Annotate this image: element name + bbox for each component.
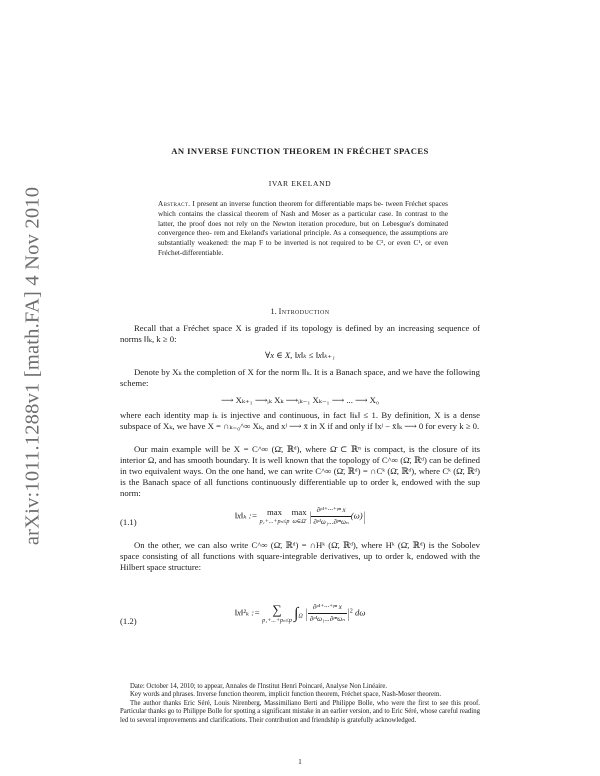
abstract (158, 199, 448, 258)
eq2-lhs: ‖x‖²ₖ := (234, 607, 260, 618)
abstract-line: C², or even C¹, or even Fréchet-differentiable. (158, 238, 448, 257)
abstract-label: Abstract. (158, 199, 191, 208)
abstract-line: Newton iteration procedure, but on Lebesgue's dominated convergence theo- (158, 218, 449, 238)
eq2-sum: ∑ p₁+...+pₙ≤p (262, 601, 292, 624)
para-line: where each identity map iₖ is injective and continuous, in fact ‖iₖ‖ ≤ 1. By (120, 410, 392, 420)
para-line: closure of its interior Ω, and has smooth boundary. It is well known that the (120, 444, 481, 466)
equation-scheme: ⟶ Xₖ₊₁ ⟶ᵢₖ Xₖ ⟶ᵢₖ₋₁ Xₖ₋₁ ⟶ ... ⟶ X₀ (221, 395, 379, 405)
abstract-line: tween Fréchet spaces which contains the classical theorem of Nash and Moser (158, 199, 449, 218)
eq2-measure: dω (354, 607, 366, 618)
equation-1-2: ‖x‖²ₖ := ∑ p₁+...+pₙ≤p $\int_\Omega$ | $\frac{\text{∂ᵖ¹⁺···⁺ᵖⁿ x}}{\text{∂ᵖ¹ω₁...∂ᵖⁿωₙ}}$ $|^2$ dω (234, 601, 366, 624)
para-line: Denote by Xₖ the completion of X for the norm ‖‖ₖ. It is a Banach space, and (134, 367, 401, 377)
para-line: definition, X is a dense subspace of Xₖ, we have X = ∩ₖ₌₀^∞ Xₖ, and xʲ ⟶ x̄ in X (120, 410, 481, 432)
equation-1-1: ‖x‖ₖ := max p₁+...+pₙ≤p max ω∈Ω̄ | $\frac{\text{∂ᵖ¹⁺···⁺ᵖⁿ x}}{\text{∂ᵖ¹ω₁...∂ᵖⁿωₙ}}$ (ω)| (120, 505, 480, 528)
eq2-derivative-fraction: $\frac{\text{∂ᵖ¹⁺···⁺ᵖⁿ x}}{\text{∂ᵖ¹ω₁...∂ᵖⁿωₙ}}$ (309, 603, 346, 624)
para-line: we have the following scheme: (120, 367, 480, 389)
paragraph-main-example (120, 444, 480, 499)
paper-title: AN INVERSE FUNCTION THEOREM IN FRÉCHET SPACES (171, 146, 429, 156)
section-title: Introduction (278, 307, 330, 316)
para-line: topology of C^∞ (Ω̄, ℝᵈ) can be defined in two equivalent ways. On the one hand, (120, 455, 481, 477)
paper-author: IVAR EKELAND (268, 179, 332, 188)
paragraph-sobolev (120, 540, 480, 573)
para-line: all functions continuously differentiable up to order k, endowed with the sup norm: (120, 477, 480, 499)
para-line: sequence of norms ‖‖ₖ, k ≥ 0: (120, 323, 480, 345)
paragraph-graded-spaces (120, 323, 480, 345)
para-line: if and only if ‖xʲ − x̄‖ₖ ⟶ 0 for every k ≥ 0. (327, 421, 480, 432)
arxiv-identifier: arXiv:1011.1288v1 [math.FA] 4 Nov 2010 (21, 186, 44, 546)
para-line: Our main example will be X = C^∞ (Ω̄, ℝᵈ), where Ω̄ ⊂ ℝⁿ is compact, is the (134, 444, 429, 454)
abstract-line: I present an inverse function theorem for differentiable maps be- (192, 199, 384, 208)
eq2-integral: ∫ (294, 604, 299, 622)
para-line: we can write C^∞ (Ω̄, ℝᵈ) = ∩Cᵏ (Ω̄, ℝᵈ), where Cᵏ (Ω̄, ℝᵈ) is the Banach space of (120, 466, 480, 488)
abstract-line: as a particular case. In contrast to the latter, the proof does not rely on the (158, 208, 448, 228)
eq1-max-multiindex: max p₁+...+pₙ≤p (259, 507, 290, 526)
para-line: Recall that a Fréchet space X is graded if its topology is defined by an increasing (134, 323, 435, 333)
abstract-line: are substantially weakened: the map F to be inverted is not required to be (158, 228, 448, 247)
footnote-acknowledgments: The author thanks Eric Séré, Louis Nirenberg, Massimiliano Berti and Philippe Bolle, who were the first to see this proof. Particular thanks go to Philippe Bolle for spotting a significant mistake in an earlier version, and to Eric Séré, whose careful reading led to several improvements and clarifications. Their contribution and friendship is gratefully acknowledged. (120, 699, 480, 724)
footnote-keywords: Key words and phrases. Inverse function theorem, implicit function theorem, Fréchet space, Nash-Moser theorem. (130, 691, 442, 699)
eq2-exponent: 2 (349, 608, 353, 615)
equation-norms: ∀x ∈ X, ‖x‖ₖ ≤ ‖x‖ₖ₊₁ (264, 350, 336, 360)
para-line: is the Sobolev space consisting of all functions with square-integrable derivatives, (120, 540, 481, 562)
section-heading (120, 306, 480, 317)
abstract-line: rem and Ekeland's variational principle. As a consequence, the assumptions (213, 228, 437, 238)
equation-number-1-1: (1.1) (120, 517, 137, 527)
eq1-lhs: ‖x‖ₖ := (234, 510, 258, 521)
section-number: 1. (270, 307, 277, 316)
paragraph-completion (120, 367, 480, 389)
para-line: On the other, we can also write C^∞ (Ω̄, ℝᵈ) = ∩Hᵏ (Ω̄, ℝᵈ), where Hᵏ (Ω̄, ℝᵈ) (134, 540, 426, 550)
equation-number-1-2: (1.2) (120, 616, 137, 626)
arxiv-sidebar (16, 176, 50, 556)
footnotes (120, 683, 480, 725)
eq1-argument: (ω) (350, 510, 363, 521)
page-number: 1 (298, 757, 302, 766)
eq1-derivative-fraction: $\frac{\text{∂ᵖ¹⁺···⁺ᵖⁿ x}}{\text{∂ᵖ¹ω₁...∂ᵖⁿωₙ}}$ (313, 506, 349, 527)
footnote-date: Date: October 14, 2010; to appear, Annales de l'Institut Henri Poincaré, Analyse Non Linéaire. (130, 683, 388, 690)
para-line: up to order k, endowed with the Hilbert space structure: (120, 551, 480, 573)
paragraph-identity-maps (120, 410, 480, 432)
eq1-max-domain: max ω∈Ω̄ (291, 507, 307, 526)
eq2-integral-domain: Ω (298, 613, 303, 620)
